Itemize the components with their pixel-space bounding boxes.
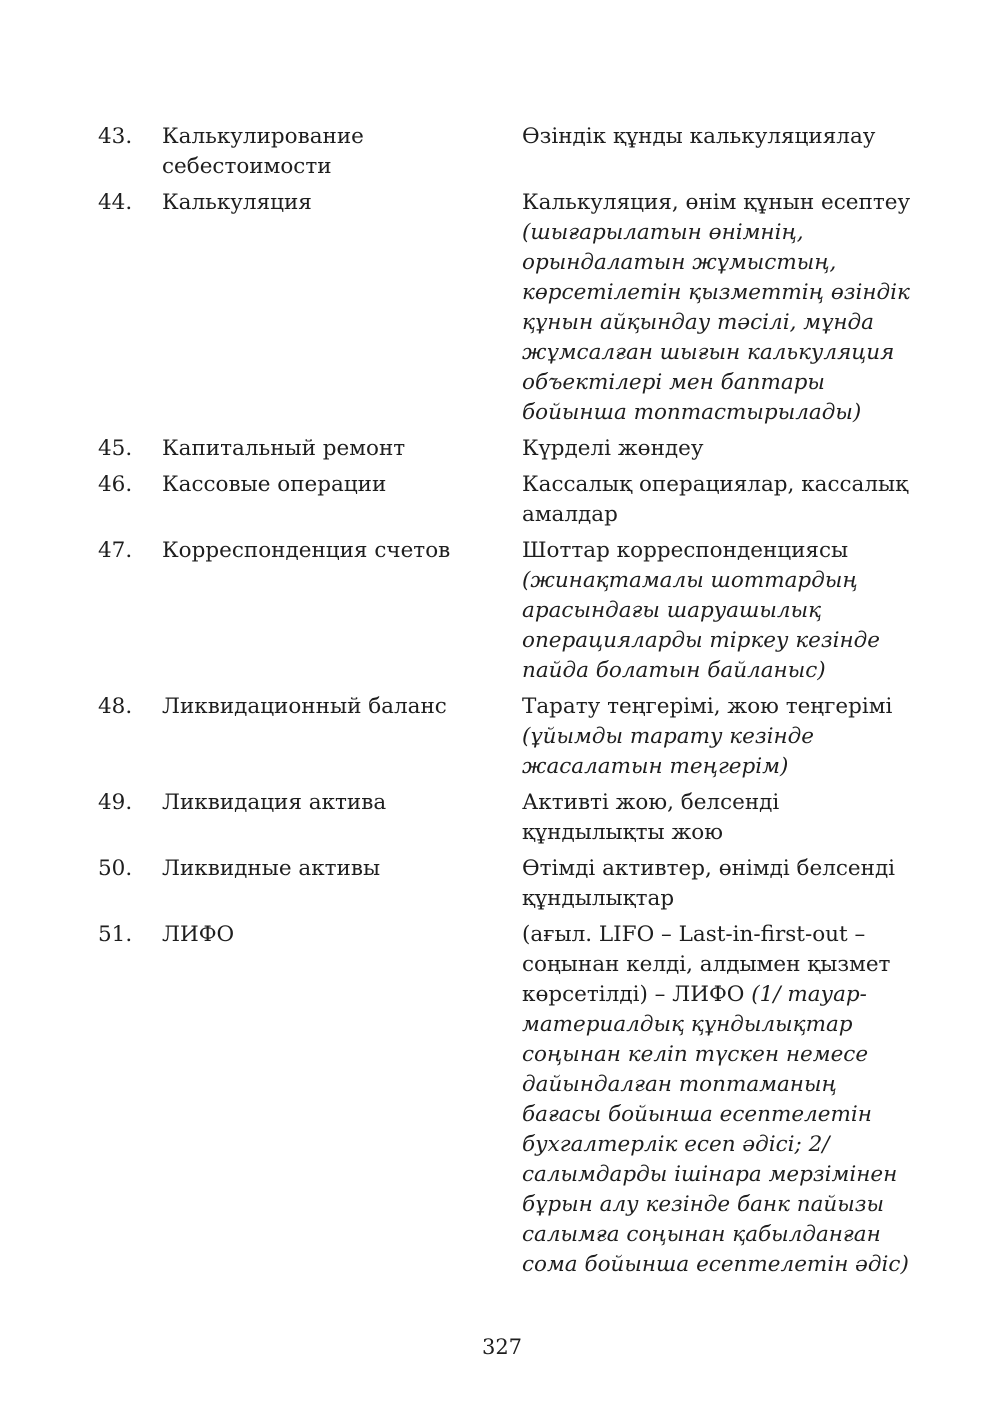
kazakh-term: Калькуляция, өнім құнын есептеу [522, 190, 911, 215]
entry-number: 51. [98, 922, 133, 947]
russian-term: ЛИФО [162, 922, 235, 947]
kazakh-translation [522, 692, 918, 782]
kazakh-term: Өтімді активтер, өнімді белсенді құндылықтар [522, 856, 896, 911]
glossary-entry [98, 536, 918, 686]
kazakh-translation [522, 434, 918, 464]
glossary-entry [98, 122, 918, 182]
glossary-entry [98, 434, 918, 464]
glossary-entry [98, 920, 918, 1280]
entry-number: 44. [98, 190, 133, 215]
russian-term: Ликвидные активы [162, 856, 381, 881]
term-explanation: (ұйымды тарату кезінде жасалатын теңгерім) [522, 724, 814, 779]
russian-term: Капитальный ремонт [162, 436, 406, 461]
entry-number: 46. [98, 472, 133, 497]
russian-term: Калькуляция [162, 190, 312, 215]
kazakh-translation [522, 188, 918, 428]
entry-number: 50. [98, 856, 133, 881]
kazakh-term: (ағыл. LIFO – Last-in-first-out – соңынан келді, алдымен қызмет көрсетілді) – ЛИФО [522, 922, 891, 1007]
entry-number: 43. [98, 124, 133, 149]
term-explanation: (жинақтамалы шоттардың арасындағы шаруашылық операцияларды тіркеу кезінде пайда болатын байланыс) [522, 568, 880, 683]
entry-number: 48. [98, 694, 133, 719]
kazakh-term: Кассалық операциялар, кассалық амалдар [522, 472, 909, 527]
glossary-entry [98, 692, 918, 782]
kazakh-translation [522, 854, 918, 914]
kazakh-term: Активті жою, белсенді құндылықты жою [522, 790, 780, 845]
entry-number: 45. [98, 436, 133, 461]
kazakh-translation [522, 122, 918, 182]
kazakh-term: Күрделі жөндеу [522, 436, 704, 461]
term-explanation: (шығарылатын өнімнің, орындалатын жұмыстың, көрсетілетін қызметтің өзіндік құнын айқындау тәсілі, мұнда жұмсалған шығын калькуляция объектілері мен баптары бойынша топтастырылады) [522, 220, 910, 425]
glossary-entry [98, 854, 918, 914]
russian-term: Кассовые операции [162, 472, 387, 497]
kazakh-translation [522, 536, 918, 686]
kazakh-term: Өзіндік құнды калькуляциялау [522, 124, 876, 149]
entry-number: 49. [98, 790, 133, 815]
russian-term: Корреспонденция счетов [162, 538, 451, 563]
entry-number: 47. [98, 538, 133, 563]
term-explanation: (1/ тауар-материалдық құндылықтар соңынан келіп түскен немесе дайындалған топтаманың бағасы бойынша есептелетін бухгалтерлік есеп әдісі; 2/ салымдарды ішінара мерзімінен бұрын алу кезінде банк пайызы салымға соңынан қабылданған сома бойынша есептелетін әдіс) [522, 982, 909, 1277]
kazakh-term: Тарату теңгерімі, жою теңгерімі [522, 694, 893, 719]
kazakh-term: Шоттар корреспонденциясы [522, 538, 849, 563]
kazakh-translation [522, 920, 918, 1280]
russian-term: Ликвидационный баланс [162, 694, 447, 719]
glossary-entry [98, 188, 918, 428]
russian-term: Ликвидация актива [162, 790, 387, 815]
glossary-entry [98, 470, 918, 530]
kazakh-translation [522, 470, 918, 530]
page-number: 327 [481, 1335, 523, 1359]
glossary-entry [98, 788, 918, 848]
russian-term: Калькулирование себестоимости [162, 124, 364, 179]
kazakh-translation [522, 788, 918, 848]
glossary-list [98, 122, 918, 1286]
